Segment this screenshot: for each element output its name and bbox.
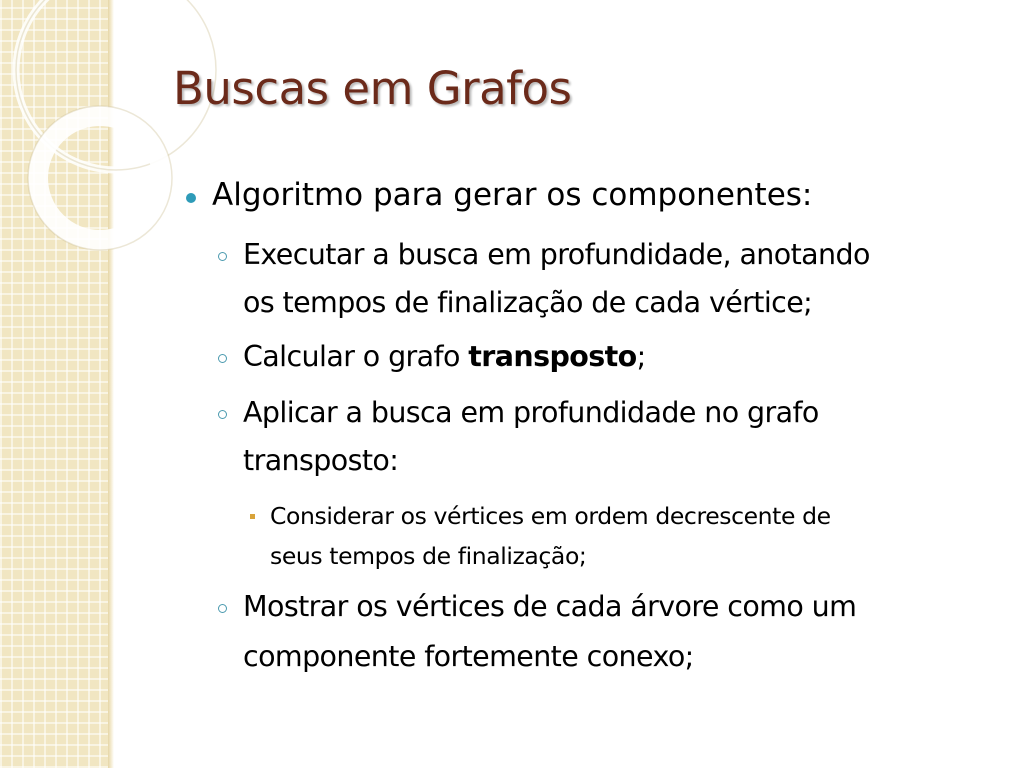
sub-sub-bullet-square-icon [250, 514, 255, 519]
sub-bullet-ring-icon [218, 410, 227, 419]
sub-bullet-text-bold: transposto [468, 340, 637, 373]
sub-bullet-text-end: ; [636, 340, 646, 373]
sub-bullet-ring-icon [218, 354, 227, 363]
sub-bullet-ring-icon [218, 604, 227, 613]
sub-sub-bullet-text: Considerar os vértices em ordem decrescente de [270, 502, 831, 530]
sub-sub-bullet-text-continued: seus tempos de finalização; [270, 542, 587, 570]
sub-bullet-ring-icon [218, 252, 227, 261]
sub-bullet-text-continued: os tempos de finalização de cada vértice; [243, 286, 813, 319]
sub-bullet-text-regular: Calcular o grafo [243, 340, 469, 373]
sub-bullet-text: Executar a busca em profundidade, anotando [243, 238, 870, 271]
sub-bullet-text-continued: transposto: [243, 444, 399, 477]
sub-bullet-text: Aplicar a busca em profundidade no grafo [243, 396, 819, 429]
bullet-text: Algoritmo para gerar os componentes: [212, 177, 813, 213]
sub-bullet-text-continued: componente fortemente conexo; [243, 640, 694, 673]
sub-bullet-text [243, 340, 646, 373]
sub-bullet-text: Mostrar os vértices de cada árvore como um [243, 590, 857, 623]
bullet-dot-icon [186, 193, 196, 203]
slide-title: Buscas em Grafos [173, 62, 572, 115]
